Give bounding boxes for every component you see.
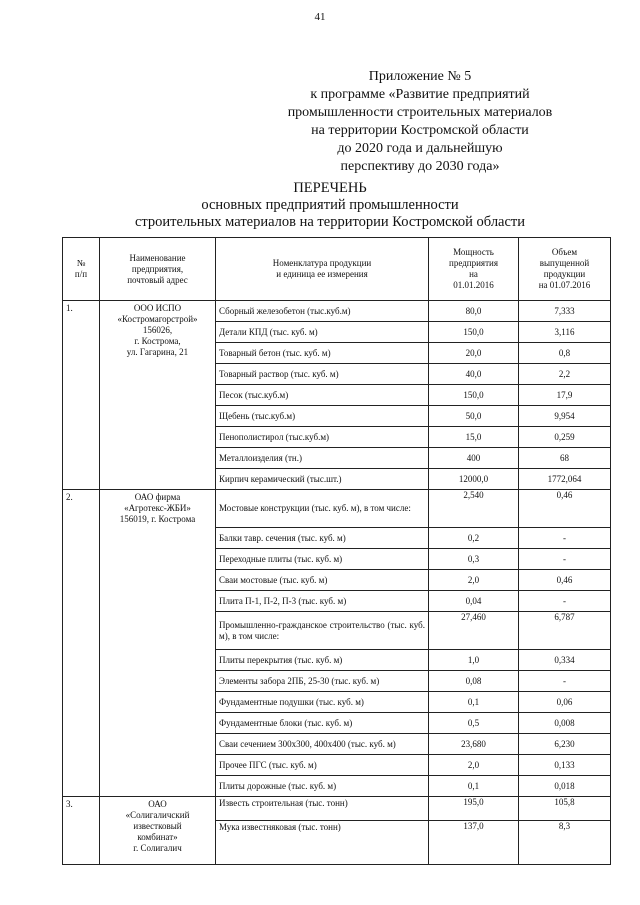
volume-value: 0,46 bbox=[519, 570, 611, 591]
heading-line: основных предприятий промышленности bbox=[201, 197, 459, 213]
product-name: Промышленно-гражданское строительство (тыс. куб. м), в том числе: bbox=[216, 612, 429, 650]
capacity-value: 2,0 bbox=[429, 755, 519, 776]
heading-title: ПЕРЕЧЕНЬ bbox=[293, 180, 367, 196]
appendix-line: на территории Костромской области bbox=[311, 123, 529, 138]
enterprises-table bbox=[62, 237, 611, 865]
product-name: Щебень (тыс.куб.м) bbox=[216, 406, 429, 427]
capacity-value: 0,5 bbox=[429, 713, 519, 734]
volume-value: 9,954 bbox=[519, 406, 611, 427]
product-name: Сваи сечением 300х300, 400х400 (тыс. куб. м) bbox=[216, 734, 429, 755]
header-line: предприятия, bbox=[131, 263, 184, 274]
enterprise-number: 2. bbox=[63, 490, 100, 797]
header-capacity bbox=[429, 238, 519, 301]
capacity-value: 137,0 bbox=[429, 821, 519, 865]
volume-value: 2,2 bbox=[519, 364, 611, 385]
enterprise-number: 1. bbox=[63, 301, 100, 490]
volume-value: 0,133 bbox=[519, 755, 611, 776]
product-name: Мостовые конструкции (тыс. куб. м), в том числе: bbox=[216, 490, 429, 528]
capacity-value: 20,0 bbox=[429, 343, 519, 364]
appendix-note bbox=[270, 68, 570, 176]
capacity-value: 2,0 bbox=[429, 570, 519, 591]
enterprise-name-line: «Агротекс-ЖБИ» bbox=[124, 503, 191, 513]
header-line: Объем bbox=[551, 247, 578, 257]
capacity-value: 0,2 bbox=[429, 528, 519, 549]
volume-value: 6,230 bbox=[519, 734, 611, 755]
header-line: на 01.07.2016 bbox=[538, 280, 591, 290]
appendix-line: перспективу до 2030 года» bbox=[340, 159, 500, 174]
enterprise-name-line: известковый bbox=[133, 821, 182, 831]
appendix-line: до 2020 года и дальнейшую bbox=[337, 141, 503, 156]
capacity-value: 80,0 bbox=[429, 301, 519, 322]
enterprise-name-line: ул. Гагарина, 21 bbox=[126, 347, 189, 357]
product-name: Плиты перекрытия (тыс. куб. м) bbox=[216, 650, 429, 671]
header-line: почтовый адрес bbox=[127, 274, 188, 285]
header-volume bbox=[519, 238, 611, 301]
header-products bbox=[216, 238, 429, 301]
volume-value: 7,333 bbox=[519, 301, 611, 322]
volume-value: - bbox=[519, 591, 611, 612]
header-line: предприятия bbox=[449, 258, 498, 268]
appendix-line: к программе «Развитие предприятий bbox=[310, 87, 530, 102]
enterprise-name bbox=[100, 490, 216, 797]
volume-value: 17,9 bbox=[519, 385, 611, 406]
product-name: Пенополистирол (тыс.куб.м) bbox=[216, 427, 429, 448]
enterprise-name bbox=[100, 301, 216, 490]
product-name: Сваи мостовые (тыс. куб. м) bbox=[216, 570, 429, 591]
capacity-value: 2,540 bbox=[429, 490, 519, 528]
header-line: и единица ее измерения bbox=[276, 269, 368, 279]
document-heading bbox=[60, 180, 600, 231]
capacity-value: 150,0 bbox=[429, 322, 519, 343]
product-name: Прочее ПГС (тыс. куб. м) bbox=[216, 755, 429, 776]
volume-value: 68 bbox=[519, 448, 611, 469]
header-line: 01.01.2016 bbox=[453, 280, 494, 290]
volume-value: 0,46 bbox=[519, 490, 611, 528]
volume-value: - bbox=[519, 671, 611, 692]
enterprise-name-line: ОАО фирма bbox=[134, 492, 181, 502]
volume-value: 6,787 bbox=[519, 612, 611, 650]
header-line: выпущенной bbox=[539, 258, 590, 268]
appendix-line: промышленности строительных материалов bbox=[287, 105, 553, 120]
header-line: п/п bbox=[74, 269, 88, 279]
product-name: Балки тавр. сечения (тыс. куб. м) bbox=[216, 528, 429, 549]
volume-value: 0,018 bbox=[519, 776, 611, 797]
product-name: Переходные плиты (тыс. куб. м) bbox=[216, 549, 429, 570]
product-name: Мука известняковая (тыс. тонн) bbox=[216, 821, 429, 865]
table-row bbox=[63, 301, 611, 322]
enterprise-name-line: ООО ИСПО bbox=[133, 303, 182, 313]
enterprise-name-line: г. Кострома, bbox=[134, 336, 181, 346]
capacity-value: 0,1 bbox=[429, 776, 519, 797]
enterprise-name-line: 156026, bbox=[142, 325, 173, 335]
header-number bbox=[63, 238, 100, 301]
table-row bbox=[63, 797, 611, 821]
header-line: Мощность bbox=[453, 247, 494, 257]
capacity-value: 50,0 bbox=[429, 406, 519, 427]
product-name: Сборный железобетон (тыс.куб.м) bbox=[216, 301, 429, 322]
capacity-value: 150,0 bbox=[429, 385, 519, 406]
volume-value: 105,8 bbox=[519, 797, 611, 821]
volume-value: - bbox=[519, 549, 611, 570]
enterprise-name-line: «Солигаличский bbox=[125, 810, 190, 820]
capacity-value: 40,0 bbox=[429, 364, 519, 385]
volume-value: 0,06 bbox=[519, 692, 611, 713]
table-row bbox=[63, 490, 611, 528]
appendix-line: Приложение № 5 bbox=[368, 69, 472, 84]
volume-value: 3,116 bbox=[519, 322, 611, 343]
volume-value: 0,008 bbox=[519, 713, 611, 734]
product-name: Плита П-1, П-2, П-3 (тыс. куб. м) bbox=[216, 591, 429, 612]
volume-value: 1772,064 bbox=[519, 469, 611, 490]
enterprise-number: 3. bbox=[63, 797, 100, 865]
capacity-value: 0,3 bbox=[429, 549, 519, 570]
product-name: Песок (тыс.куб.м) bbox=[216, 385, 429, 406]
header-line: на bbox=[469, 269, 478, 279]
volume-value: 0,8 bbox=[519, 343, 611, 364]
capacity-value: 0,1 bbox=[429, 692, 519, 713]
header-line: Номенклатура продукции bbox=[272, 258, 372, 268]
header-line: Наименование bbox=[129, 252, 186, 263]
capacity-value: 15,0 bbox=[429, 427, 519, 448]
product-name: Детали КПД (тыс. куб. м) bbox=[216, 322, 429, 343]
page-number: 41 bbox=[314, 11, 326, 23]
enterprise-name bbox=[100, 797, 216, 865]
product-name: Плиты дорожные (тыс. куб. м) bbox=[216, 776, 429, 797]
enterprise-name-line: ОАО bbox=[148, 799, 167, 809]
enterprise-name-line: 156019, г. Кострома bbox=[119, 514, 196, 524]
product-name: Товарный раствор (тыс. куб. м) bbox=[216, 364, 429, 385]
product-name: Товарный бетон (тыс. куб. м) bbox=[216, 343, 429, 364]
product-name: Известь строительная (тыс. тонн) bbox=[216, 797, 429, 821]
header-line: № bbox=[76, 258, 86, 268]
product-name: Фундаментные подушки (тыс. куб. м) bbox=[216, 692, 429, 713]
capacity-value: 0,08 bbox=[429, 671, 519, 692]
heading-line: строительных материалов на территории Костромской области bbox=[134, 214, 526, 230]
product-name: Металлоизделия (тн.) bbox=[216, 448, 429, 469]
volume-value: 0,334 bbox=[519, 650, 611, 671]
table-body bbox=[63, 301, 611, 865]
table-header-row bbox=[63, 238, 611, 301]
capacity-value: 27,460 bbox=[429, 612, 519, 650]
capacity-value: 1,0 bbox=[429, 650, 519, 671]
capacity-value: 12000,0 bbox=[429, 469, 519, 490]
capacity-value: 400 bbox=[429, 448, 519, 469]
product-name: Фундаментные блоки (тыс. куб. м) bbox=[216, 713, 429, 734]
header-line: продукции bbox=[543, 269, 586, 279]
volume-value: - bbox=[519, 528, 611, 549]
product-name: Элементы забора 2ПБ, 25-30 (тыс. куб. м) bbox=[216, 671, 429, 692]
capacity-value: 23,680 bbox=[429, 734, 519, 755]
capacity-value: 0,04 bbox=[429, 591, 519, 612]
enterprise-name-line: комбинат» bbox=[137, 832, 178, 842]
capacity-value: 195,0 bbox=[429, 797, 519, 821]
enterprise-name-line: г. Солигалич bbox=[133, 843, 182, 853]
volume-value: 0,259 bbox=[519, 427, 611, 448]
volume-value: 8,3 bbox=[519, 821, 611, 865]
product-name: Кирпич керамический (тыс.шт.) bbox=[216, 469, 429, 490]
enterprise-name-line: «Костромагорстрой» bbox=[117, 314, 198, 324]
header-enterprise bbox=[100, 238, 216, 301]
